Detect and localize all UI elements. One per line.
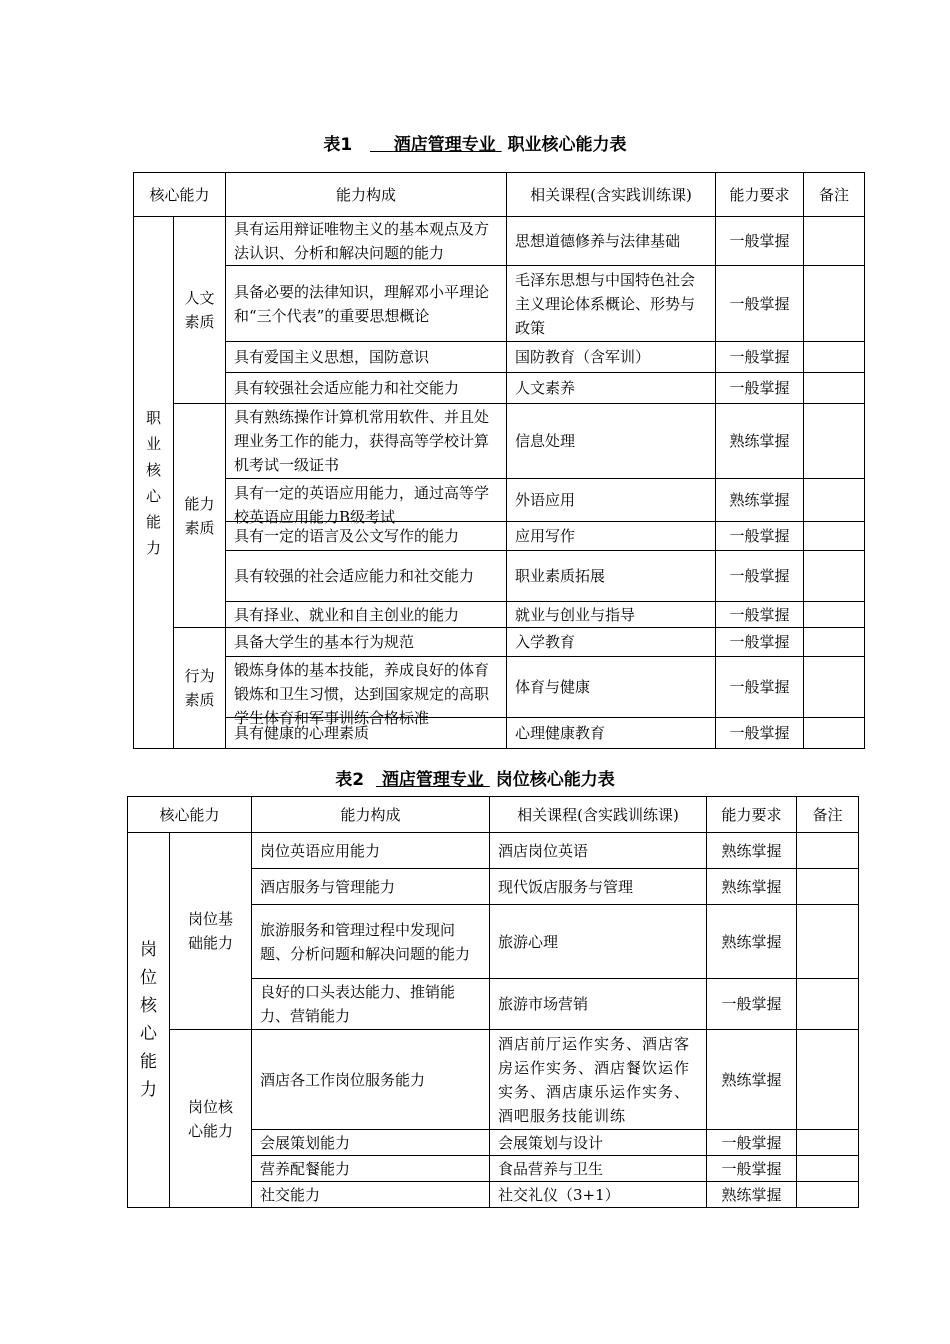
course-cell: 会展策划与设计 — [490, 1130, 707, 1156]
requirement-cell: 一般掌握 — [716, 373, 804, 404]
table2-header-core: 核心能力 — [128, 797, 252, 833]
course-cell: 现代饭店服务与管理 — [490, 869, 707, 905]
note-cell — [804, 217, 865, 266]
requirement-cell: 一般掌握 — [716, 718, 804, 749]
note-cell — [804, 628, 865, 657]
note-cell — [804, 657, 865, 718]
table1-header-core: 核心能力 — [134, 173, 226, 217]
note-cell — [804, 718, 865, 749]
table2-title-major: 酒店管理专业 — [381, 770, 484, 790]
table-row — [134, 718, 865, 749]
ability-cell: 具有较强社会适应能力和社交能力 — [226, 373, 507, 404]
table1-group-humanities: 人文素质 — [174, 217, 226, 404]
course-cell: 应用写作 — [507, 522, 716, 551]
note-cell — [804, 602, 865, 628]
note-cell — [797, 1182, 859, 1208]
note-cell — [804, 479, 865, 522]
table2-header-requirement: 能力要求 — [707, 797, 797, 833]
table-row — [134, 602, 865, 628]
table1-title-suffix: 职业核心能力表 — [507, 135, 627, 155]
table1-header-note: 备注 — [804, 173, 865, 217]
table2-header-ability: 能力构成 — [252, 797, 490, 833]
requirement-cell: 一般掌握 — [707, 1130, 797, 1156]
note-cell — [804, 404, 865, 479]
requirement-cell: 一般掌握 — [716, 602, 804, 628]
ability-cell: 具有爱国主义思想，国防意识 — [226, 342, 507, 373]
table2-group-core: 岗位核心能力 — [170, 1030, 252, 1208]
course-cell: 酒店岗位英语 — [490, 833, 707, 869]
ability-cell: 具有健康的心理素质 — [226, 718, 507, 749]
note-cell — [797, 1156, 859, 1182]
table-row — [134, 551, 865, 602]
requirement-cell: 一般掌握 — [707, 979, 797, 1030]
course-cell: 国防教育（含军训） — [507, 342, 716, 373]
note-cell — [804, 266, 865, 342]
table-row — [134, 628, 865, 657]
course-cell: 旅游心理 — [490, 905, 707, 979]
table1-title-major: 酒店管理专业 — [393, 135, 496, 155]
table1-group-behavior: 行为素质 — [174, 628, 226, 749]
course-cell: 旅游市场营销 — [490, 979, 707, 1030]
requirement-cell: 一般掌握 — [716, 551, 804, 602]
course-cell: 毛泽东思想与中国特色社会主义理论体系概论、形势与政策 — [507, 266, 716, 342]
requirement-cell: 熟练掌握 — [707, 905, 797, 979]
table2-header-row — [128, 797, 859, 833]
table-row — [134, 404, 865, 479]
ability-cell: 会展策划能力 — [252, 1130, 490, 1156]
ability-cell: 锻炼身体的基本技能，养成良好的体育锻炼和卫生习惯，达到国家规定的高职学生体育和军事训练合格标准 — [226, 657, 507, 718]
table-row — [134, 479, 865, 522]
note-cell — [804, 551, 865, 602]
ability-cell: 社交能力 — [252, 1182, 490, 1208]
requirement-cell: 一般掌握 — [707, 1156, 797, 1182]
ability-cell: 旅游服务和管理过程中发现问题、分析问题和解决问题的能力 — [252, 905, 490, 979]
table2-header-note: 备注 — [797, 797, 859, 833]
requirement-cell: 一般掌握 — [716, 342, 804, 373]
requirement-cell: 熟练掌握 — [707, 1182, 797, 1208]
ability-cell: 岗位英语应用能力 — [252, 833, 490, 869]
table1-header-row — [134, 173, 865, 217]
course-cell: 职业素质拓展 — [507, 551, 716, 602]
ability-cell: 酒店各工作岗位服务能力 — [252, 1030, 490, 1130]
ability-cell: 营养配餐能力 — [252, 1156, 490, 1182]
note-cell — [797, 1030, 859, 1130]
ability-cell: 具有一定的英语应用能力，通过高等学校英语应用能力B级考试 — [226, 479, 507, 522]
note-cell — [804, 373, 865, 404]
note-cell — [797, 1130, 859, 1156]
note-cell — [797, 869, 859, 905]
ability-cell: 酒店服务与管理能力 — [252, 869, 490, 905]
table2-title-suffix: 岗位核心能力表 — [495, 770, 615, 790]
note-cell — [797, 905, 859, 979]
course-cell: 食品营养与卫生 — [490, 1156, 707, 1182]
requirement-cell: 一般掌握 — [716, 266, 804, 342]
table-row — [128, 833, 859, 869]
course-cell: 入学教育 — [507, 628, 716, 657]
requirement-cell: 熟练掌握 — [716, 404, 804, 479]
table1-title — [0, 135, 950, 155]
note-cell — [797, 833, 859, 869]
requirement-cell: 一般掌握 — [716, 657, 804, 718]
ability-cell: 具有择业、就业和自主创业的能力 — [226, 602, 507, 628]
table1-title-prefix: 表1 — [323, 135, 353, 155]
requirement-cell: 一般掌握 — [716, 628, 804, 657]
course-cell: 社交礼仪（3+1） — [490, 1182, 707, 1208]
table-row — [134, 266, 865, 342]
note-cell — [804, 522, 865, 551]
table1 — [133, 172, 865, 749]
table-row — [134, 522, 865, 551]
table1-group-competence: 能力素质 — [174, 404, 226, 628]
table2-main-category: 岗位核心能力 — [128, 833, 170, 1208]
ability-cell: 具有一定的语言及公文写作的能力 — [226, 522, 507, 551]
requirement-cell: 一般掌握 — [716, 217, 804, 266]
course-cell: 外语应用 — [507, 479, 716, 522]
requirement-cell: 熟练掌握 — [707, 869, 797, 905]
course-cell: 人文素养 — [507, 373, 716, 404]
requirement-cell: 熟练掌握 — [707, 833, 797, 869]
table2-title — [0, 770, 950, 790]
ability-cell: 具有熟练操作计算机常用软件、并且处理业务工作的能力，获得高等学校计算机考试一级证书 — [226, 404, 507, 479]
table-row — [134, 657, 865, 718]
requirement-cell: 熟练掌握 — [716, 479, 804, 522]
table1-header-course: 相关课程(含实践训练课) — [507, 173, 716, 217]
course-cell: 心理健康教育 — [507, 718, 716, 749]
table2-title-prefix: 表2 — [335, 770, 365, 790]
course-cell: 酒店前厅运作实务、酒店客房运作实务、酒店餐饮运作实务、酒店康乐运作实务、酒吧服务技能训练 — [490, 1030, 707, 1130]
course-cell: 信息处理 — [507, 404, 716, 479]
course-cell: 就业与创业与指导 — [507, 602, 716, 628]
ability-cell: 良好的口头表达能力、推销能力、营销能力 — [252, 979, 490, 1030]
ability-cell: 具备必要的法律知识，理解邓小平理论和“三个代表”的重要思想概论 — [226, 266, 507, 342]
requirement-cell: 熟练掌握 — [707, 1030, 797, 1130]
table2 — [127, 796, 859, 1208]
table-row — [128, 1030, 859, 1130]
table2-header-course: 相关课程(含实践训练课) — [490, 797, 707, 833]
table1-header-requirement: 能力要求 — [716, 173, 804, 217]
note-cell — [804, 342, 865, 373]
requirement-cell: 一般掌握 — [716, 522, 804, 551]
course-cell: 思想道德修养与法律基础 — [507, 217, 716, 266]
table1-main-category: 职业核心能力 — [134, 217, 174, 749]
course-cell: 体育与健康 — [507, 657, 716, 718]
ability-cell: 具有较强的社会适应能力和社交能力 — [226, 551, 507, 602]
table-row — [134, 342, 865, 373]
ability-cell: 具备大学生的基本行为规范 — [226, 628, 507, 657]
table1-header-ability: 能力构成 — [226, 173, 507, 217]
table-row — [134, 373, 865, 404]
ability-cell: 具有运用辩证唯物主义的基本观点及方法认识、分析和解决问题的能力 — [226, 217, 507, 266]
table2-group-foundation: 岗位基础能力 — [170, 833, 252, 1030]
note-cell — [797, 979, 859, 1030]
table-row — [134, 217, 865, 266]
